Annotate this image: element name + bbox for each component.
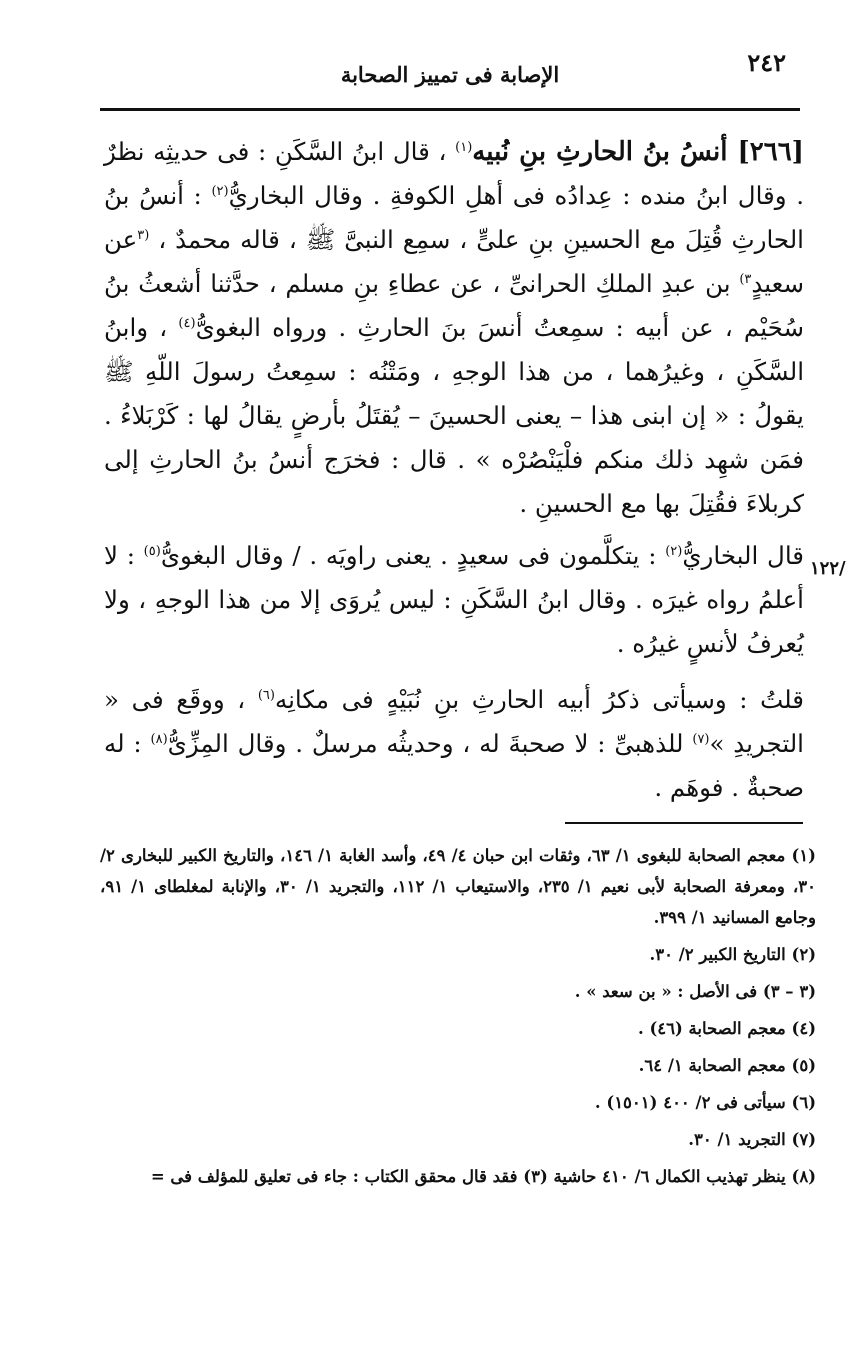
- footnote-5: (٥) معجم الصحابة ١/ ٦٤.: [638, 1056, 816, 1075]
- entry-body: [104, 130, 804, 810]
- entry-text: قال البخاريُّ: [682, 541, 804, 570]
- footnote-2: (٢) التاريخ الكبير ٢/ ٣٠.: [649, 945, 816, 964]
- footnote-ref-8[interactable]: (٨): [150, 731, 168, 747]
- entry-text: ، قال ابنُ السَّكَنِ : فى حديثِه نظرٌ . وقال ابنُ منده : عِدادُه فى أهلِ الكوفةِ . وقال البخاريُّ: [104, 137, 804, 210]
- entry-text: : لا أعلمُ رواه غيرَه . وقال ابنُ السَّكَنِ : ليس يُروَى إلا من هذا الوجهِ ، ولا يُعرفُ لأنسٍ غيرُه .: [104, 541, 804, 658]
- entry-text: بن عبدِ الملكِ الحرانىِّ ، عن عطاءِ بنِ مسلم ، حدَّثنا أشعثُ بنُ سُحَيْم ، عن أبيه : سمِعتُ أنسَ بنَ الحارثِ . ورواه البغوىُّ: [104, 269, 804, 342]
- footnote-ref-7[interactable]: (٧): [692, 731, 710, 747]
- entry-text: : يتكلَّمون فى سعيدٍ . يعنى راويَه . / وقال البغوىُّ: [160, 541, 657, 570]
- footnote-3: (٣ – ٣) فى الأصل : « بن سعد » .: [574, 982, 816, 1001]
- footnote-6: (٦) سيأتى فى ٢/ ٤٠٠ (١٥٠١) .: [594, 1093, 816, 1112]
- footnote-ref-4[interactable]: (٤): [178, 315, 196, 331]
- entry-text: للذهبىِّ : لا صحبةَ له ، وحديثُه مرسلٌ . وقال المِزِّىُّ: [167, 729, 684, 758]
- page-header: [100, 44, 800, 112]
- footnote-1: (١) معجم الصحابة للبغوى ١/ ٦٣، وثقات ابن حبان ٤/ ٤٩، وأسد الغابة ١/ ١٤٦، والتاريخ الكبير للبخارى ٢/ ٣٠، ومعرفة الصحابة لأبى نعيم ١/ ٢٣٥، والاستيعاب ١/ ١١٢، والتجريد ١/ ٣٠، والإنابة لمغلطاى ١/ ٩١، وجامع المسانيد ١/ ٣٩٩.: [100, 846, 816, 927]
- running-title: الإصابة فى تمييز الصحابة: [340, 62, 560, 87]
- footnote-ref-2b[interactable]: (٢): [665, 543, 683, 559]
- footnote-ref-1[interactable]: (١): [455, 139, 473, 155]
- entry-text: : له صحبةٌ . فوهَم .: [104, 729, 804, 802]
- entry-paragraph-1: [104, 130, 804, 526]
- manuscript-folio-marker: ١٢٢/: [810, 558, 846, 579]
- page-number: ٢٤٢: [747, 48, 786, 77]
- footnote-ref-6[interactable]: (٦): [257, 687, 275, 703]
- footnote-ref-3-open[interactable]: (٣: [137, 227, 150, 243]
- entry-text: : أنسُ بنُ الحارثِ قُتِلَ مع الحسينِ بنِ علىٍّ ، سمِع النبىَّ ﷺ ، قاله محمدٌ ،: [104, 181, 804, 254]
- footnote-ref-2[interactable]: (٢): [211, 183, 229, 199]
- entry-text: ، ووقَع فى « التجريدِ »: [104, 685, 804, 758]
- entry-paragraph-3: [104, 678, 804, 810]
- footnote-separator: [565, 822, 803, 824]
- footnote-7: (٧) التجريد ١/ ٣٠.: [688, 1130, 816, 1149]
- footnote-ref-5[interactable]: (٥): [143, 543, 161, 559]
- entry-text: قلتُ : وسيأتى ذكرُ أبيه الحارثِ بنِ نُبَيْهٍ فى مكانِه: [274, 685, 804, 714]
- entry-heading: [٢٦٦] أنسُ بنُ الحارثِ بنِ نُبيه: [472, 137, 804, 167]
- entry-text: ، وابنُ السَّكَنِ ، وغيرُهما ، من هذا الوجهِ ، ومَتْنُه : سمِعتُ رسولَ اللّهِ ﷺ يقولُ : « إن ابنى هذا – يعنى الحسينَ – يُقتَلُ بأرضٍ يقالُ لها : كَرْبَلاءُ . فمَن شهِد ذلك منكم فلْيَنْصُرْه » . قال : فخرَج أنسُ بنُ الحارثِ إلى كربلاءَ فقُتِلَ بها مع الحسينِ .: [104, 313, 804, 518]
- header-rule: [100, 108, 800, 111]
- footnote-4: (٤) معجم الصحابة (٤٦) .: [637, 1019, 816, 1038]
- entry-text: عن سعيدٍ: [104, 225, 804, 298]
- footnotes: [100, 840, 816, 1198]
- footnote-ref-3-close[interactable]: ٣): [739, 271, 752, 287]
- footnote-8: (٨) ينظر تهذيب الكمال ٦/ ٤١٠ حاشية (٣) فقد قال محقق الكتاب : جاء فى تعليق للمؤلف فى =: [150, 1167, 816, 1186]
- entry-paragraph-2: [104, 534, 804, 666]
